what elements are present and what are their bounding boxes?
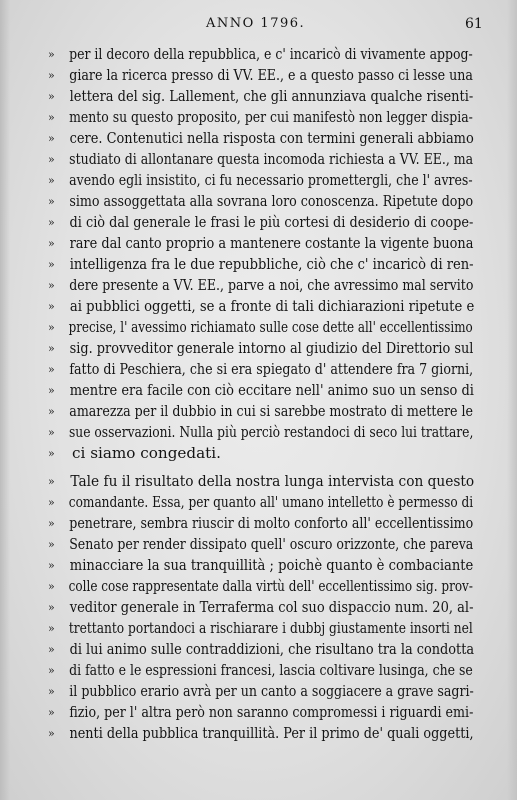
text-line [48,107,476,128]
quotation-marker: » [48,174,55,187]
quotation-marker: » [48,300,55,313]
line-text: rare dal canto proprio a mantenere costante la vigente buona [69,234,474,252]
quotation-marker: » [48,706,55,719]
quotation-marker: » [48,405,55,418]
body-text [48,44,476,744]
line-text: giare la ricerca presso di VV. EE., e a questo passo ci lesse una [69,66,473,84]
quotation-marker: » [48,727,55,740]
line-text: trettanto portandoci a rischiarare i dubbj giustamente insorti nel [68,619,473,637]
text-line [48,44,476,65]
quotation-marker: » [48,258,55,271]
quotation-marker: » [48,517,55,530]
text-line [48,576,476,597]
line-text: comandante. Essa, per quanto all' umano intelletto è permesso di [68,493,474,511]
quotation-marker: » [48,321,55,334]
quotation-marker: » [48,90,55,103]
line-text: per il decoro della repubblica, e c' incaricò di vivamente appog- [69,45,473,63]
text-line [48,149,476,170]
line-text: fatto di Peschiera, che si era spiegato d' attendere fra 7 giorni, [69,360,474,378]
page-number: 61 [465,16,483,32]
quotation-marker: » [48,559,55,572]
text-line [48,443,476,464]
text-line [48,128,476,149]
line-text: lettera del sig. Lallement, che gli annunziava qualche risenti- [69,87,474,105]
quotation-marker: » [48,685,55,698]
text-line [48,618,476,639]
text-line [48,422,476,443]
quotation-marker: » [48,111,55,124]
quotation-marker: » [48,622,55,635]
text-line [48,401,476,422]
line-text: colle cose rappresentate dalla virtù dell' eccellentissimo sig. prov- [68,577,473,595]
line-text: cere. Contenutici nella risposta con termini generali abbiamo [69,129,474,147]
text-line [48,597,476,618]
line-text: studiato di allontanare questa incomoda richiesta a VV. EE., ma [69,150,474,168]
line-text: sue osservazioni. Nulla più perciò restandoci di seco lui trattare, [68,423,474,441]
right-page-edge-shadow [507,0,517,800]
quotation-marker: » [48,426,55,439]
quotation-marker: » [48,342,55,355]
quotation-marker: » [48,384,55,397]
text-line [48,702,476,723]
line-text: ci siamo congedati. [72,444,221,462]
quotation-marker: » [48,48,55,61]
quotation-marker: » [48,643,55,656]
line-text: di lui animo sulle contraddizioni, che risultano tra la condotta [69,640,475,658]
text-line [48,317,476,338]
quotation-marker: » [48,601,55,614]
text-line [48,170,476,191]
line-text: penetrare, sembra riuscir di molto conforto all' eccellentissimo [69,514,474,532]
text-line [48,681,476,702]
quotation-marker: » [48,216,55,229]
line-text: di ciò dal generale le frasi le più cortesi di desiderio di coope- [69,213,474,231]
line-text: dere presente a VV. EE., parve a noi, che avressimo mal servito [69,276,474,294]
quotation-marker: » [48,447,55,460]
line-text: il pubblico erario avrà per un canto a soggiacere a grave sagri- [69,682,474,700]
text-line [48,296,476,317]
text-line [48,65,476,86]
text-line [48,660,476,681]
text-line [48,555,476,576]
text-line [48,723,476,744]
text-line [48,492,476,513]
text-line [48,534,476,555]
quotation-marker: » [48,195,55,208]
line-text: intelligenza fra le due repubbliche, ciò che c' incaricò di ren- [69,255,474,273]
page-header [0,14,517,36]
quotation-marker: » [48,538,55,551]
line-text: nenti della pubblica tranquillità. Per il primo de' quali oggetti, [69,724,474,742]
text-line [48,471,476,492]
text-line [48,254,476,275]
text-line [48,275,476,296]
quotation-marker: » [48,664,55,677]
text-line [48,338,476,359]
running-head: ANNO 1796. [206,16,306,31]
text-line [48,639,476,660]
text-line [48,191,476,212]
line-text: amarezza per il dubbio in cui si sarebbe mostrato di mettere le [69,402,473,420]
line-text: mento su questo proposito, per cui manifestò non legger dispia- [69,108,473,126]
line-text: ai pubblici oggetti, se a fronte di tali dichiarazioni ripetute e [69,297,475,315]
quotation-marker: » [48,363,55,376]
line-text: mentre era facile con ciò eccitare nell' animo suo un senso di [69,381,474,399]
line-text: di fatto e le espressioni francesi, lascia coltivare lusinga, che se [69,661,473,679]
quotation-marker: » [48,580,55,593]
text-line [48,513,476,534]
text-line [48,233,476,254]
line-text: minacciare la sua tranquillità ; poichè quanto è combaciante [69,556,474,574]
left-page-edge-shadow [0,0,10,800]
text-line [48,359,476,380]
text-line [48,212,476,233]
quotation-marker: » [48,237,55,250]
line-text: veditor generale in Terraferma col suo dispaccio num. 20, al- [69,598,474,616]
line-text: Tale fu il risultato della nostra lunga intervista con questo [70,472,475,490]
quotation-marker: » [48,153,55,166]
quotation-marker: » [48,132,55,145]
quotation-marker: » [48,475,55,488]
line-text: Senato per render dissipato quell' oscuro orizzonte, che pareva [69,535,474,553]
text-line [48,86,476,107]
line-text: fizio, per l' altra però non saranno compromessi i riguardi emi- [69,703,474,721]
line-text: sig. provveditor generale intorno al giudizio del Direttorio sul [69,339,474,357]
text-line [48,380,476,401]
quotation-marker: » [48,279,55,292]
line-text: avendo egli insistito, ci fu necessario promettergli, che l' avres- [69,171,473,189]
line-text: precise, l' avessimo richiamato sulle cose dette all' eccellentissimo [68,318,473,336]
quotation-marker: » [48,496,55,509]
line-text: simo assoggettata alla sovrana loro conoscenza. Ripetute dopo [69,192,474,210]
quotation-marker: » [48,69,55,82]
